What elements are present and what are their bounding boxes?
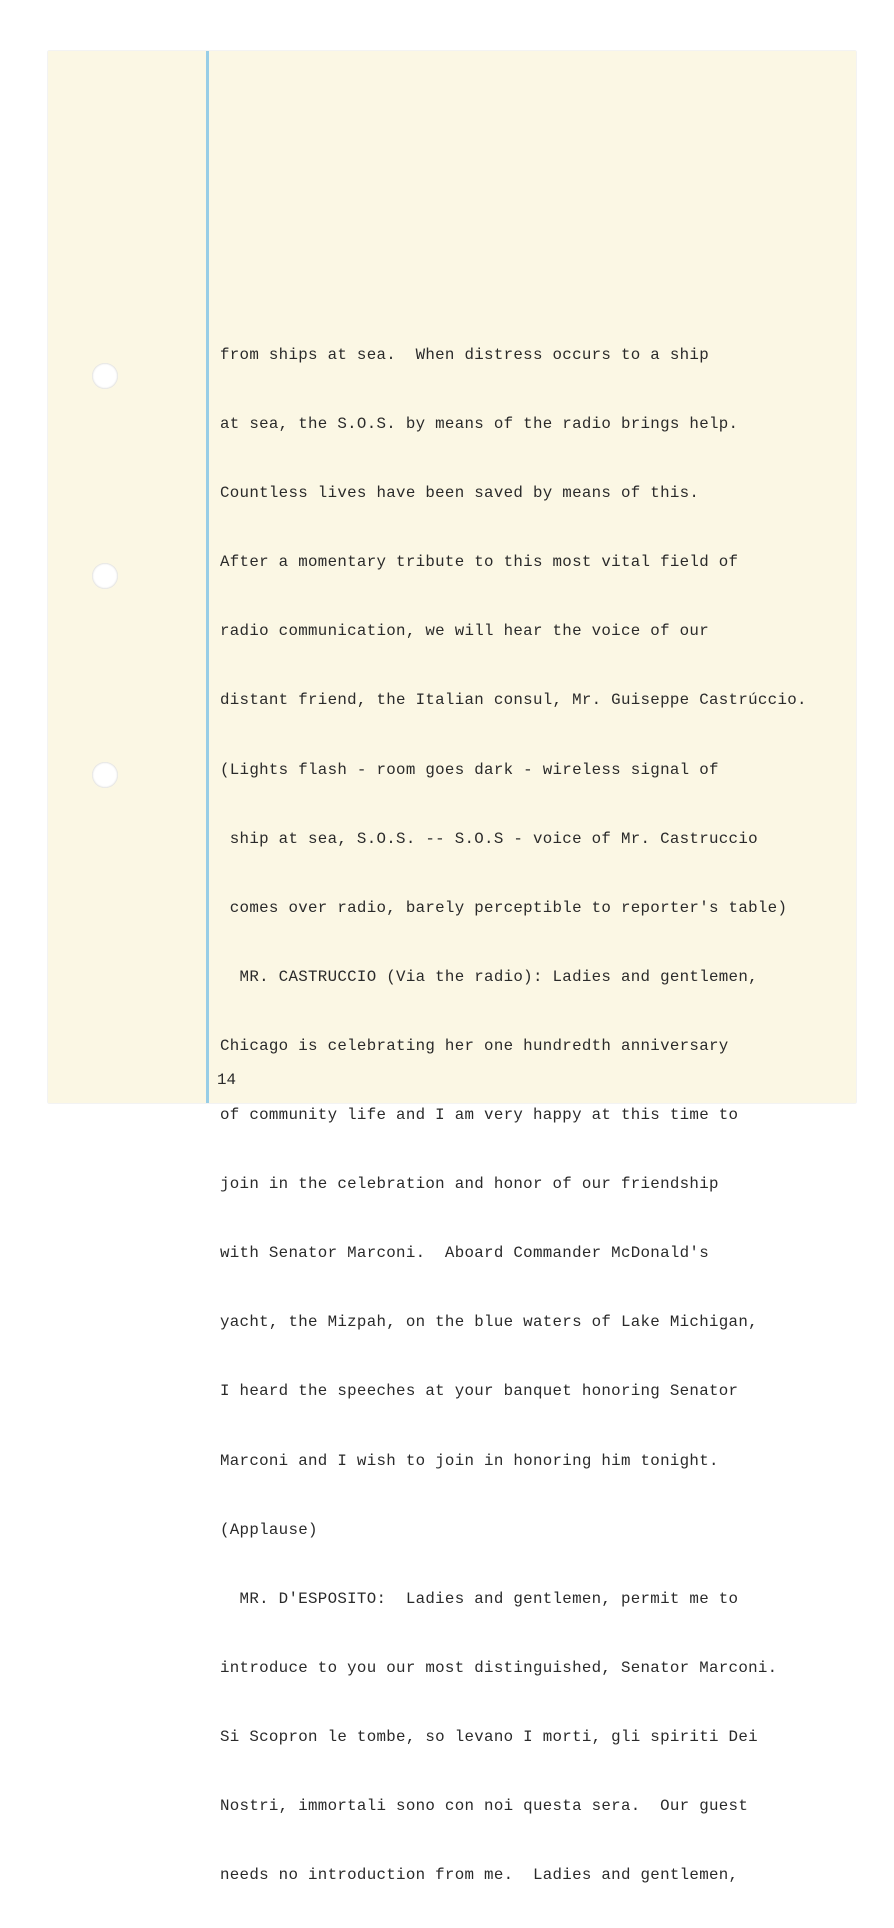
text-line: Marconi and I wish to join in honoring him tonight. [220, 1451, 719, 1470]
text-line: introduce to you our most distinguished, Senator Marconi. [220, 1658, 778, 1677]
text-line: (Applause) [220, 1520, 318, 1539]
text-line: Countless lives have been saved by means of this. [220, 484, 700, 503]
text-line: comes over radio, barely perceptible to reporter's table) [220, 898, 788, 917]
text-line: yacht, the Mizpah, on the blue waters of Lake Michigan, [220, 1313, 758, 1332]
text-line: of community life and I am very happy at this time to [220, 1106, 739, 1125]
punch-hole-top [92, 363, 118, 389]
text-line: from ships at sea. When distress occurs to a ship [220, 346, 709, 364]
text-line: (Lights flash - room goes dark - wireless signal of [220, 760, 719, 779]
margin-rule [206, 51, 209, 1103]
text-line: distant friend, the Italian consul, Mr. Guiseppe Castrúccio. [220, 691, 807, 710]
text-line: needs no introduction from me. Ladies and gentlemen, [220, 1866, 739, 1885]
text-line: with Senator Marconi. Aboard Commander McDonald's [220, 1244, 709, 1263]
text-line: I heard the speeches at your banquet honoring Senator [220, 1382, 739, 1401]
text-line: After a momentary tribute to this most vital field of [220, 553, 739, 572]
punch-hole-bottom [92, 762, 118, 788]
text-line: ship at sea, S.O.S. -- S.O.S - voice of Mr. Castruccio [220, 829, 758, 848]
text-line: radio communication, we will hear the voice of our [220, 622, 709, 641]
text-line: Chicago is celebrating her one hundredth anniversary [220, 1036, 729, 1055]
text-line: Nostri, immortali sono con noi questa sera. Our guest [220, 1796, 749, 1815]
typed-text-body [220, 303, 850, 1928]
text-line: MR. D'ESPOSITO: Ladies and gentlemen, permit me to [220, 1589, 739, 1608]
punch-hole-middle [92, 563, 118, 589]
text-line: at sea, the S.O.S. by means of the radio brings help. [220, 415, 739, 434]
text-line: Si Scopron le tombe, so levano I morti, gli spiriti Dei [220, 1727, 758, 1746]
paper-page [48, 51, 856, 1885]
page-number: 14 [217, 1071, 236, 1089]
text-line: join in the celebration and honor of our friendship [220, 1175, 719, 1194]
text-line: MR. CASTRUCCIO (Via the radio): Ladies and gentlemen, [220, 967, 758, 986]
